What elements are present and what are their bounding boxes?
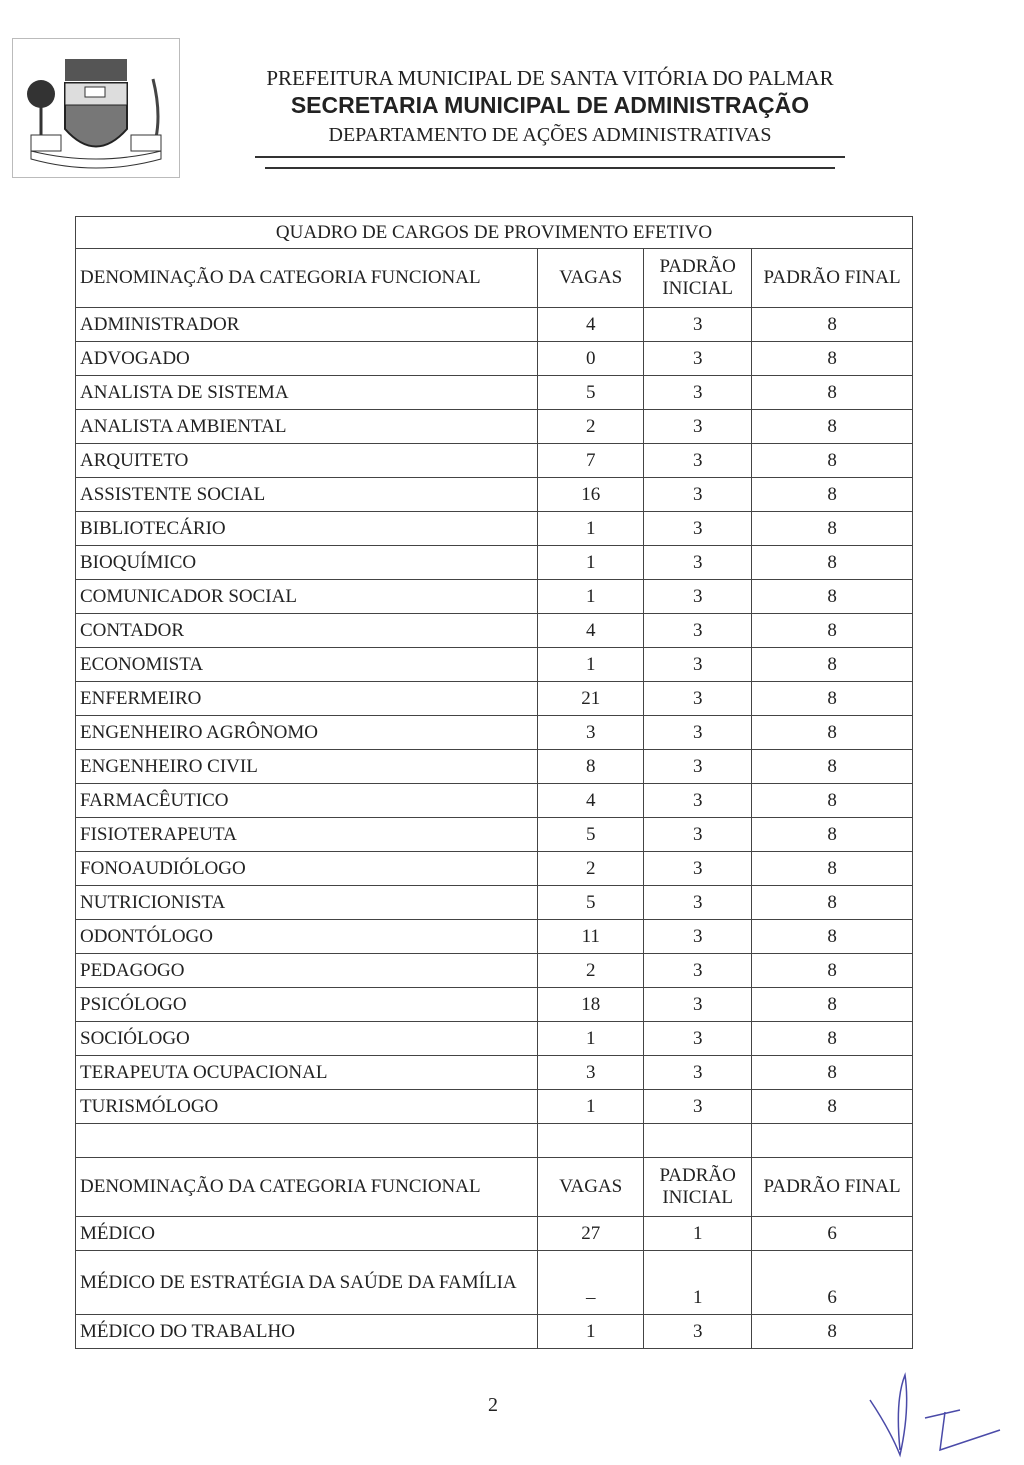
cell-vagas: 1	[538, 580, 644, 614]
cell-category: PEDAGOGO	[76, 954, 538, 988]
cell-category: MÉDICO	[76, 1217, 538, 1251]
table-row	[76, 920, 913, 954]
cell-padrao-final: 8	[752, 886, 913, 920]
cell-category: TURISMÓLOGO	[76, 1090, 538, 1124]
cell-vagas: 18	[538, 988, 644, 1022]
cell-vagas: 21	[538, 682, 644, 716]
cell-vagas: 3	[538, 1056, 644, 1090]
cell-padrao-final: 8	[752, 410, 913, 444]
cell-category: COMUNICADOR SOCIAL	[76, 580, 538, 614]
cell-category: ENGENHEIRO AGRÔNOMO	[76, 716, 538, 750]
cell-padrao-final: 6	[752, 1251, 913, 1315]
col-header-category: DENOMINAÇÃO DA CATEGORIA FUNCIONAL	[76, 249, 538, 308]
cell-padrao-inicial: 3	[644, 308, 752, 342]
cell-category: ENGENHEIRO CIVIL	[76, 750, 538, 784]
table-row	[76, 1315, 913, 1349]
municipal-coat-of-arms-logo	[12, 38, 180, 178]
cell-padrao-final: 6	[752, 1217, 913, 1251]
cell-padrao-inicial: 3	[644, 1022, 752, 1056]
cell-vagas: 11	[538, 920, 644, 954]
table-row	[76, 750, 913, 784]
cell-category: ASSISTENTE SOCIAL	[76, 478, 538, 512]
table-row	[76, 546, 913, 580]
cell-padrao-final: 8	[752, 818, 913, 852]
table-row	[76, 852, 913, 886]
cell-padrao-final: 8	[752, 852, 913, 886]
cell-padrao-inicial: 3	[644, 444, 752, 478]
table-title: QUADRO DE CARGOS DE PROVIMENTO EFETIVO	[76, 217, 913, 249]
cell-category: BIBLIOTECÁRIO	[76, 512, 538, 546]
positions-table	[75, 216, 913, 1349]
cell-vagas: 1	[538, 546, 644, 580]
cell-padrao-inicial: 3	[644, 852, 752, 886]
cell-padrao-final: 8	[752, 444, 913, 478]
cell-padrao-inicial: 3	[644, 614, 752, 648]
cell-padrao-inicial: 3	[644, 886, 752, 920]
empty-cell	[752, 1124, 913, 1158]
header-departamento: DEPARTAMENTO DE AÇÕES ADMINISTRATIVAS	[328, 124, 772, 146]
cell-category: MÉDICO DO TRABALHO	[76, 1315, 538, 1349]
empty-cell	[76, 1124, 538, 1158]
cell-padrao-inicial: 1	[644, 1217, 752, 1251]
cell-padrao-final: 8	[752, 750, 913, 784]
cell-vagas: 27	[538, 1217, 644, 1251]
cell-vagas: 16	[538, 478, 644, 512]
cell-padrao-inicial: 3	[644, 478, 752, 512]
cell-padrao-final: 8	[752, 1056, 913, 1090]
cell-category: CONTADOR	[76, 614, 538, 648]
cell-category: ENFERMEIRO	[76, 682, 538, 716]
cell-padrao-inicial: 3	[644, 648, 752, 682]
cell-vagas: 4	[538, 614, 644, 648]
cell-vagas: 4	[538, 784, 644, 818]
cell-vagas: 2	[538, 852, 644, 886]
cell-category: ARQUITETO	[76, 444, 538, 478]
cell-padrao-final: 8	[752, 920, 913, 954]
cell-vagas: 3	[538, 716, 644, 750]
cell-padrao-inicial: 3	[644, 988, 752, 1022]
cell-category: BIOQUÍMICO	[76, 546, 538, 580]
empty-separator-row	[76, 1124, 913, 1158]
table-row	[76, 886, 913, 920]
cell-vagas: 5	[538, 886, 644, 920]
cell-category: PSICÓLOGO	[76, 988, 538, 1022]
cell-padrao-inicial: 3	[644, 920, 752, 954]
cell-padrao-final: 8	[752, 954, 913, 988]
cell-category: FARMACÊUTICO	[76, 784, 538, 818]
cell-vagas: 4	[538, 308, 644, 342]
col-header-padrao-final: PADRÃO FINAL	[752, 249, 913, 308]
handwritten-initials-signature	[860, 1370, 1020, 1465]
page-number: 2	[488, 1394, 498, 1416]
table-row	[76, 1022, 913, 1056]
cell-category: TERAPEUTA OCUPACIONAL	[76, 1056, 538, 1090]
table-row	[76, 512, 913, 546]
cell-padrao-inicial: 3	[644, 818, 752, 852]
col-header-category: DENOMINAÇÃO DA CATEGORIA FUNCIONAL	[76, 1158, 538, 1217]
cell-padrao-final: 8	[752, 1090, 913, 1124]
table-row	[76, 818, 913, 852]
table-row	[76, 1090, 913, 1124]
table-row	[76, 376, 913, 410]
cell-padrao-final: 8	[752, 512, 913, 546]
cell-category: NUTRICIONISTA	[76, 886, 538, 920]
table-row	[76, 478, 913, 512]
cell-padrao-inicial: 3	[644, 546, 752, 580]
table-row	[76, 988, 913, 1022]
cell-padrao-final: 8	[752, 1022, 913, 1056]
cell-padrao-final: 8	[752, 682, 913, 716]
header-prefeitura: PREFEITURA MUNICIPAL DE SANTA VITÓRIA DO PALMAR	[266, 66, 834, 90]
cell-padrao-inicial: 1	[644, 1251, 752, 1315]
cell-padrao-inicial: 3	[644, 580, 752, 614]
cell-padrao-inicial: 3	[644, 716, 752, 750]
cell-padrao-inicial: 3	[644, 1056, 752, 1090]
cell-padrao-final: 8	[752, 988, 913, 1022]
cell-vagas: 8	[538, 750, 644, 784]
empty-cell	[538, 1124, 644, 1158]
table-title-row	[76, 217, 913, 249]
cell-padrao-final: 8	[752, 478, 913, 512]
cell-padrao-inicial: 3	[644, 512, 752, 546]
table-row	[76, 1251, 913, 1315]
cell-category: ANALISTA DE SISTEMA	[76, 376, 538, 410]
table-row	[76, 444, 913, 478]
header-secretaria: SECRETARIA MUNICIPAL DE ADMINISTRAÇÃO	[290, 92, 810, 118]
cell-category: ODONTÓLOGO	[76, 920, 538, 954]
cell-padrao-final: 8	[752, 342, 913, 376]
cell-vagas: 0	[538, 342, 644, 376]
cell-category: ADMINISTRADOR	[76, 308, 538, 342]
cell-padrao-final: 8	[752, 546, 913, 580]
cell-category: FONOAUDIÓLOGO	[76, 852, 538, 886]
cell-padrao-final: 8	[752, 308, 913, 342]
cell-padrao-inicial: 3	[644, 784, 752, 818]
cell-category: MÉDICO DE ESTRATÉGIA DA SAÚDE DA FAMÍLIA	[76, 1251, 538, 1315]
cell-padrao-inicial: 3	[644, 410, 752, 444]
cell-padrao-inicial: 3	[644, 750, 752, 784]
cell-vagas: 2	[538, 954, 644, 988]
table-header-row	[76, 249, 913, 308]
cell-vagas: 1	[538, 1315, 644, 1349]
cell-category: ECONOMISTA	[76, 648, 538, 682]
cell-padrao-inicial: 3	[644, 682, 752, 716]
table-row	[76, 342, 913, 376]
table-header-row-2	[76, 1158, 913, 1217]
cell-vagas: 5	[538, 376, 644, 410]
col-header-padrao-inicial: PADRÃO INICIAL	[644, 1158, 752, 1217]
table-row	[76, 954, 913, 988]
table-row	[76, 308, 913, 342]
cell-category: ADVOGADO	[76, 342, 538, 376]
cell-padrao-final: 8	[752, 784, 913, 818]
cell-category: SOCIÓLOGO	[76, 1022, 538, 1056]
cell-padrao-inicial: 3	[644, 342, 752, 376]
table-row	[76, 614, 913, 648]
table-row	[76, 648, 913, 682]
cell-vagas: 1	[538, 512, 644, 546]
table-row	[76, 682, 913, 716]
cell-vagas: 2	[538, 410, 644, 444]
cell-padrao-final: 8	[752, 1315, 913, 1349]
cell-padrao-inicial: 3	[644, 954, 752, 988]
cell-padrao-final: 8	[752, 648, 913, 682]
cell-padrao-final: 8	[752, 614, 913, 648]
header-rule	[255, 156, 845, 158]
cell-category: FISIOTERAPEUTA	[76, 818, 538, 852]
col-header-padrao-inicial: PADRÃO INICIAL	[644, 249, 752, 308]
table-row	[76, 1217, 913, 1251]
cell-vagas: 1	[538, 1090, 644, 1124]
table-row	[76, 716, 913, 750]
cell-vagas: 1	[538, 648, 644, 682]
header-rule	[265, 167, 835, 169]
col-header-vagas: VAGAS	[538, 249, 644, 308]
cell-vagas: –	[538, 1251, 644, 1315]
cell-category: ANALISTA AMBIENTAL	[76, 410, 538, 444]
table-row	[76, 410, 913, 444]
table-row	[76, 1056, 913, 1090]
cell-padrao-final: 8	[752, 580, 913, 614]
cell-vagas: 5	[538, 818, 644, 852]
empty-cell	[644, 1124, 752, 1158]
cell-padrao-inicial: 3	[644, 1315, 752, 1349]
table-row	[76, 580, 913, 614]
col-header-padrao-final: PADRÃO FINAL	[752, 1158, 913, 1217]
cell-vagas: 1	[538, 1022, 644, 1056]
cell-padrao-inicial: 3	[644, 376, 752, 410]
col-header-vagas: VAGAS	[538, 1158, 644, 1217]
table-row	[76, 784, 913, 818]
cell-padrao-final: 8	[752, 716, 913, 750]
cell-padrao-inicial: 3	[644, 1090, 752, 1124]
cell-vagas: 7	[538, 444, 644, 478]
cell-padrao-final: 8	[752, 376, 913, 410]
